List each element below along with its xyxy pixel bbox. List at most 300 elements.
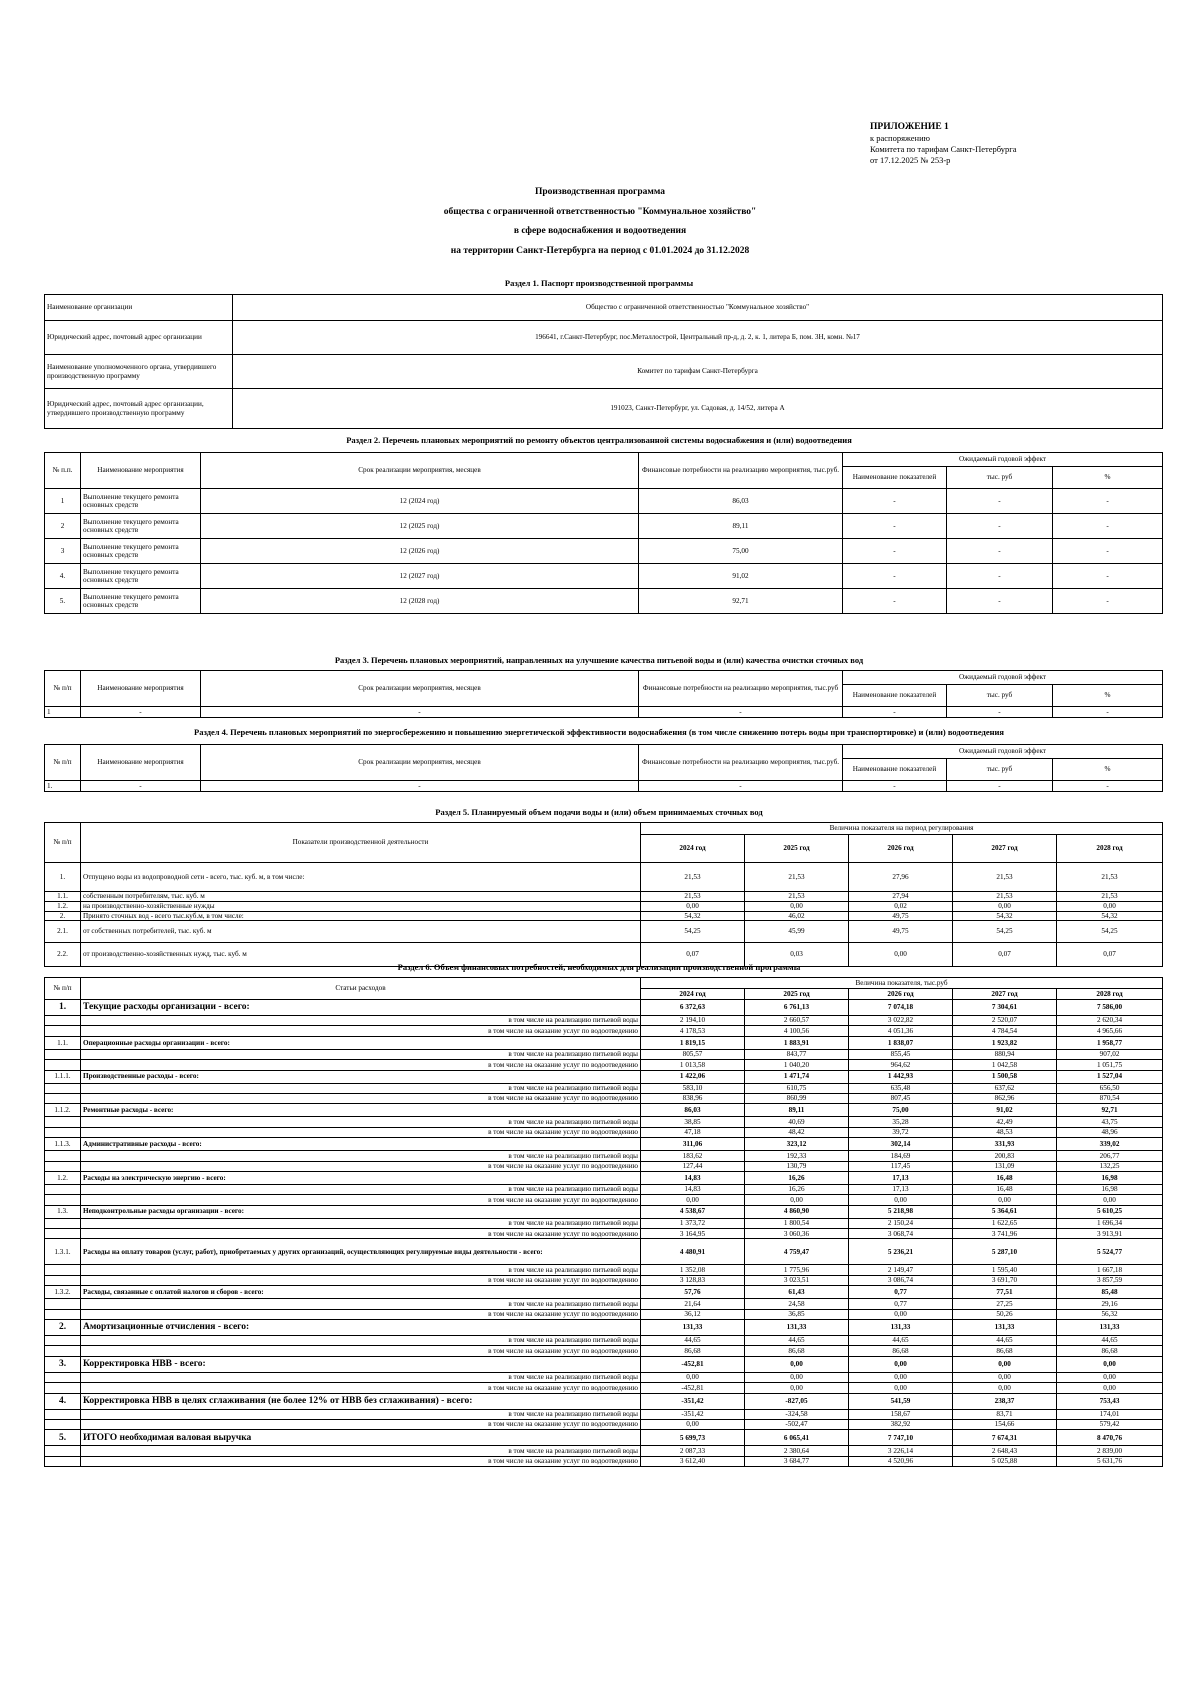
section-6-title: Раздел 6. Объем финансовых потребностей, необходимых для реализации производственной программы (397, 962, 801, 972)
year-value: 56,32 (1057, 1309, 1163, 1319)
title-line: в сфере водоснабжения и водоотведения (513, 226, 687, 236)
row-number: 3 (45, 539, 81, 564)
passport-value: Общество с ограниченной ответственностью "Коммунальное хозяйство" (233, 295, 1163, 321)
year-value: 1 442,93 (849, 1070, 953, 1083)
effect-rub: - (947, 564, 1053, 589)
table-row (45, 902, 1163, 912)
year-value: 2 150,24 (849, 1218, 953, 1228)
col-header: Ожидаемый годовой эффект (843, 671, 1163, 685)
year-value: 50,26 (953, 1309, 1057, 1319)
year-value: 610,75 (745, 1083, 849, 1093)
row-number (45, 1265, 81, 1275)
year-value: 49,75 (849, 921, 953, 943)
row-number: 1.1. (45, 1036, 81, 1049)
row-number (45, 1083, 81, 1093)
year-value: 4 860,90 (745, 1205, 849, 1218)
year-value: 24,58 (745, 1299, 849, 1309)
table-row (45, 1205, 1163, 1218)
expense-name: в том числе на оказание услуг по водоотведению (81, 1419, 641, 1429)
activity-name: Выполнение текущего ремонта основных средств (81, 589, 201, 614)
year-value: 158,67 (849, 1409, 953, 1419)
year-value: 5 236,21 (849, 1239, 953, 1265)
year-value: 0,00 (641, 1372, 745, 1382)
table-row (45, 921, 1163, 943)
row-number: 2. (45, 1320, 81, 1336)
year-value: 44,65 (849, 1336, 953, 1346)
year-value: 131,33 (745, 1320, 849, 1336)
year-value: 86,68 (1057, 1346, 1163, 1356)
col-header: тыс. руб (947, 467, 1053, 489)
year-value: 48,96 (1057, 1127, 1163, 1137)
table-body (45, 1000, 1163, 1467)
table-row (45, 1286, 1163, 1299)
passport-value: Комитет по тарифам Санкт-Петербурга (233, 355, 1163, 389)
subrow (45, 1409, 1163, 1419)
year-value: 3 857,59 (1057, 1275, 1163, 1285)
year-value: 5 287,10 (953, 1239, 1057, 1265)
year-value: 5 364,61 (953, 1205, 1057, 1218)
cell: - (1053, 707, 1163, 718)
col-header: Статьи расходов (81, 978, 641, 1000)
year-value: 0,00 (745, 1195, 849, 1205)
year-value: 16,26 (745, 1171, 849, 1184)
row-number: 4. (45, 1393, 81, 1409)
table-row (45, 321, 1163, 355)
row-number: 1.3.2. (45, 1286, 81, 1299)
expense-name: Корректировка НВВ - всего: (81, 1356, 641, 1372)
cell: - (201, 707, 639, 718)
year-value: 0,00 (849, 1356, 953, 1372)
year-value: 0,00 (953, 1383, 1057, 1393)
expense-name: Расходы на оплату товаров (услуг, работ), приобретаемых у других организаций, осуществляющих регулируемые виды деятельности - всего: (81, 1239, 641, 1265)
row-number: 1.1.1. (45, 1070, 81, 1083)
table-row (45, 1000, 1163, 1016)
expense-name: в том числе на реализацию питьевой воды (81, 1265, 641, 1275)
expense-name: в том числе на оказание услуг по водоотведению (81, 1026, 641, 1036)
appendix-line: Комитета по тарифам Санкт-Петербурга (870, 144, 1017, 154)
year-value: 154,66 (953, 1419, 1057, 1429)
title-line: Производственная программа (535, 187, 665, 197)
year-value: 4 784,54 (953, 1026, 1057, 1036)
table-row (45, 1138, 1163, 1151)
expense-name: в том числе на реализацию питьевой воды (81, 1336, 641, 1346)
year-value: 0,00 (641, 1195, 745, 1205)
col-header: № п/п (45, 671, 81, 707)
indicator-name: на производственно-хозяйственные нужды (81, 902, 641, 912)
col-header: № п/п (45, 745, 81, 781)
row-number (45, 1419, 81, 1429)
effect-rub: - (947, 539, 1053, 564)
year-value: 0,00 (745, 1383, 849, 1393)
year-value: 86,68 (849, 1346, 953, 1356)
row-number: 2.2. (45, 943, 81, 967)
year-value: 77,51 (953, 1286, 1057, 1299)
subrow (45, 1026, 1163, 1036)
appendix-line: к распоряжению (870, 133, 930, 143)
row-number (45, 1309, 81, 1319)
year-value: 5 524,77 (1057, 1239, 1163, 1265)
year-value: 0,00 (849, 1309, 953, 1319)
year-value: 91,02 (953, 1104, 1057, 1117)
year-value: 5 699,73 (641, 1430, 745, 1446)
col-header: % (1053, 685, 1163, 707)
subrow (45, 1346, 1163, 1356)
indicator-name: Отпущено воды из водопроводной сети - всего, тыс. куб. м, в том числе: (81, 863, 641, 892)
row-number (45, 1016, 81, 1026)
row-number: 1.1.2. (45, 1104, 81, 1117)
year-value: 0,00 (849, 1195, 953, 1205)
year-value: 0,00 (849, 1383, 953, 1393)
cell: - (843, 707, 947, 718)
year-value: 862,96 (953, 1093, 1057, 1103)
year-value: 45,99 (745, 921, 849, 943)
year-value: 0,00 (641, 902, 745, 912)
year-value: 131,09 (953, 1161, 1057, 1171)
cell: - (81, 707, 201, 718)
year-value: 3 068,74 (849, 1229, 953, 1239)
year-value: -351,42 (641, 1409, 745, 1419)
year-value: 0,77 (849, 1286, 953, 1299)
subrow (45, 1127, 1163, 1137)
expense-name: ИТОГО необходимая валовая выручка (81, 1430, 641, 1446)
row-number (45, 1049, 81, 1059)
year-value: 0,00 (745, 902, 849, 912)
year-value: 4 051,36 (849, 1026, 953, 1036)
subrow (45, 1151, 1163, 1161)
year-value: 0,07 (953, 943, 1057, 967)
cell: - (81, 781, 201, 792)
title-line: на территории Санкт-Петербурга на период с 01.01.2024 до 31.12.2028 (450, 245, 750, 256)
row-number: 1.2. (45, 1171, 81, 1184)
year-value: 0,00 (953, 1356, 1057, 1372)
cell: - (947, 781, 1053, 792)
cell: - (947, 707, 1053, 718)
subrow (45, 1229, 1163, 1239)
col-header: Наименование показателей (843, 685, 947, 707)
year-value: 16,98 (1057, 1184, 1163, 1194)
expense-name: в том числе на реализацию питьевой воды (81, 1117, 641, 1127)
year-value: 35,28 (849, 1117, 953, 1127)
year-value: 860,99 (745, 1093, 849, 1103)
year-value: 14,83 (641, 1171, 745, 1184)
year-value: 8 470,76 (1057, 1430, 1163, 1446)
row-number: 1. (45, 1000, 81, 1016)
expense-name: в том числе на оказание услуг по водоотведению (81, 1229, 641, 1239)
table-body (45, 863, 1163, 967)
year-value: 40,69 (745, 1117, 849, 1127)
table-header-row (45, 671, 1163, 685)
year-header: 2028 год (1057, 989, 1163, 1000)
year-value: 89,11 (745, 1104, 849, 1117)
cell: - (843, 781, 947, 792)
row-number (45, 1161, 81, 1171)
year-value: 1 819,15 (641, 1036, 745, 1049)
year-value: 1 883,91 (745, 1036, 849, 1049)
table-row (45, 539, 1163, 564)
section-3-title: Раздел 3. Перечень плановых мероприятий, направленных на улучшение качества питьевой воды и (или) качества очистки сточных вод (334, 655, 864, 665)
col-header: Ожидаемый годовой эффект (843, 453, 1163, 467)
year-header: 2025 год (745, 835, 849, 863)
effect-indicator: - (843, 539, 947, 564)
col-header: Срок реализации мероприятия, месяцев (201, 453, 639, 489)
year-value: 27,96 (849, 863, 953, 892)
table-row (45, 707, 1163, 718)
expense-name: в том числе на оказание услуг по водоотведению (81, 1383, 641, 1393)
table-row (45, 1171, 1163, 1184)
expense-name: Амортизационные отчисления - всего: (81, 1320, 641, 1336)
col-header: тыс. руб (947, 685, 1053, 707)
effect-pct: - (1053, 514, 1163, 539)
row-number (45, 1346, 81, 1356)
expense-name: в том числе на оказание услуг по водоотведению (81, 1127, 641, 1137)
col-header: Величина показателя, тыс.руб (641, 978, 1163, 989)
year-value: 1 527,04 (1057, 1070, 1163, 1083)
expense-name: Корректировка НВВ в целях сглаживания (не более 12% от НВВ без сглаживания) - всего: (81, 1393, 641, 1409)
effect-pct: - (1053, 589, 1163, 614)
subrow (45, 1016, 1163, 1026)
table-row (45, 514, 1163, 539)
year-value: 86,03 (641, 1104, 745, 1117)
effect-pct: - (1053, 564, 1163, 589)
activity-cost: 92,71 (639, 589, 843, 614)
year-value: 36,12 (641, 1309, 745, 1319)
year-value: 38,85 (641, 1117, 745, 1127)
col-header: Наименование мероприятия (81, 745, 201, 781)
effect-rub: - (947, 514, 1053, 539)
expense-name: Административные расходы - всего: (81, 1138, 641, 1151)
year-value: -324,58 (745, 1409, 849, 1419)
year-value: 0,00 (953, 1195, 1057, 1205)
year-value: 36,85 (745, 1309, 849, 1319)
year-value: 117,45 (849, 1161, 953, 1171)
row-number: 1.3.1. (45, 1239, 81, 1265)
effect-rub: - (947, 589, 1053, 614)
year-value: 2 520,07 (953, 1016, 1057, 1026)
year-value: 54,25 (1057, 921, 1163, 943)
year-value: -502,47 (745, 1419, 849, 1429)
effect-pct: - (1053, 489, 1163, 514)
year-value: 5 025,88 (953, 1456, 1057, 1466)
row-number (45, 1151, 81, 1161)
year-value: 1 422,06 (641, 1070, 745, 1083)
expense-name: в том числе на оказание услуг по водоотведению (81, 1456, 641, 1466)
table-row (45, 589, 1163, 614)
year-value: 130,79 (745, 1161, 849, 1171)
year-value: 46,02 (745, 911, 849, 921)
year-value: 54,25 (953, 921, 1057, 943)
year-value: 1 352,08 (641, 1265, 745, 1275)
year-value: 4 965,66 (1057, 1026, 1163, 1036)
year-value: 1 013,58 (641, 1060, 745, 1070)
expense-name: в том числе на реализацию питьевой воды (81, 1049, 641, 1059)
col-header: Ожидаемый годовой эффект (843, 745, 1163, 759)
activity-cost: 91,02 (639, 564, 843, 589)
expense-name: Ремонтные расходы - всего: (81, 1104, 641, 1117)
year-header: 2027 год (953, 835, 1057, 863)
year-value: -452,81 (641, 1383, 745, 1393)
row-number: 1.1. (45, 892, 81, 902)
expense-name: в том числе на оказание услуг по водоотведению (81, 1060, 641, 1070)
year-value: 200,83 (953, 1151, 1057, 1161)
year-value: 0,00 (641, 1419, 745, 1429)
table-header-row (45, 453, 1163, 467)
table-row (45, 892, 1163, 902)
year-header: 2026 год (849, 989, 953, 1000)
year-value: 183,62 (641, 1151, 745, 1161)
col-header: Показатели производственной деятельности (81, 823, 641, 863)
year-value: 132,25 (1057, 1161, 1163, 1171)
year-value: 57,76 (641, 1286, 745, 1299)
year-value: 0,77 (849, 1299, 953, 1309)
year-value: 0,00 (1057, 1356, 1163, 1372)
row-number (45, 1275, 81, 1285)
row-number: 1 (45, 489, 81, 514)
section-5-title: Раздел 5. Планируемый объем подачи воды и (или) объем принимаемых сточных вод (435, 807, 763, 817)
row-number: 1.3. (45, 1205, 81, 1218)
col-header: тыс. руб (947, 759, 1053, 781)
year-value: 1 500,58 (953, 1070, 1057, 1083)
year-value: 4 520,96 (849, 1456, 953, 1466)
row-number (45, 1409, 81, 1419)
subrow (45, 1083, 1163, 1093)
table-row (45, 295, 1163, 321)
quality-table (44, 670, 1163, 718)
subrow (45, 1117, 1163, 1127)
year-value: 637,62 (953, 1083, 1057, 1093)
section-2-title: Раздел 2. Перечень плановых мероприятий по ремонту объектов централизованной системы водоснабжения и (или) водоотведения (346, 435, 852, 445)
year-value: 16,98 (1057, 1171, 1163, 1184)
col-header: Финансовые потребности на реализацию мероприятия, тыс.руб (639, 671, 843, 707)
year-value: 870,54 (1057, 1093, 1163, 1103)
table-row (45, 1239, 1163, 1265)
year-value: 805,57 (641, 1049, 745, 1059)
col-header: № п/п (45, 978, 81, 1000)
year-value: 3 684,77 (745, 1456, 849, 1466)
year-value: 3 226,14 (849, 1446, 953, 1456)
row-number (45, 1456, 81, 1466)
year-value: 3 086,74 (849, 1275, 953, 1285)
year-value: 54,32 (953, 911, 1057, 921)
table-row (45, 781, 1163, 792)
year-value: 16,26 (745, 1184, 849, 1194)
table-row (45, 1104, 1163, 1117)
table-row (45, 1036, 1163, 1049)
year-value: 3 060,36 (745, 1229, 849, 1239)
year-value: 131,33 (849, 1320, 953, 1336)
passport-label: Наименование уполномоченного органа, утвердившего производственную программу (45, 355, 233, 389)
year-value: 131,33 (953, 1320, 1057, 1336)
indicator-name: Принято сточных вод - всего тыс.куб.м, в том числе: (81, 911, 641, 921)
expense-name: в том числе на реализацию питьевой воды (81, 1184, 641, 1194)
table-row (45, 1356, 1163, 1372)
year-value: 192,33 (745, 1151, 849, 1161)
year-value: 17,13 (849, 1184, 953, 1194)
volume-table (44, 822, 1163, 967)
table-row (45, 863, 1163, 892)
year-value: 206,77 (1057, 1151, 1163, 1161)
year-value: 6 065,41 (745, 1430, 849, 1446)
table-row (45, 1393, 1163, 1409)
year-value: 4 538,67 (641, 1205, 745, 1218)
indicator-name: от производственно-хозяйственных нужд, тыс. куб. м (81, 943, 641, 967)
subrow (45, 1419, 1163, 1429)
expense-name: Текущие расходы организации - всего: (81, 1000, 641, 1016)
table-header-row (45, 978, 1163, 989)
col-header: % (1053, 759, 1163, 781)
year-value: 5 631,76 (1057, 1456, 1163, 1466)
year-value: 54,32 (1057, 911, 1163, 921)
year-value: 44,65 (641, 1336, 745, 1346)
table-row (45, 1430, 1163, 1446)
year-value: 16,48 (953, 1184, 1057, 1194)
year-value: 83,71 (953, 1409, 1057, 1419)
year-value: 3 691,70 (953, 1275, 1057, 1285)
col-header: Срок реализации мероприятия, месяцев (201, 671, 639, 707)
year-value: 1 923,82 (953, 1036, 1057, 1049)
year-value: 880,94 (953, 1049, 1057, 1059)
appendix-block (870, 122, 1017, 166)
year-value: 0,00 (1057, 1383, 1163, 1393)
subrow (45, 1060, 1163, 1070)
year-value: 331,93 (953, 1138, 1057, 1151)
year-value: 579,42 (1057, 1419, 1163, 1429)
finance-table (44, 977, 1163, 1467)
year-value: 907,02 (1057, 1049, 1163, 1059)
year-value: 17,13 (849, 1171, 953, 1184)
cell: - (639, 707, 843, 718)
row-number (45, 1026, 81, 1036)
activity-cost: 75,00 (639, 539, 843, 564)
year-value: 21,53 (641, 863, 745, 892)
year-value: 27,94 (849, 892, 953, 902)
year-value: 0,00 (745, 1356, 849, 1372)
row-number (45, 1218, 81, 1228)
table-row (45, 389, 1163, 429)
subrow (45, 1093, 1163, 1103)
section-4-title: Раздел 4. Перечень плановых мероприятий по энергосбережению и повышению энергетической эффективности водоснабжения (в том числе снижению потерь воды при транспортировке) и (или) водоотведения (194, 727, 1004, 737)
row-number (45, 1195, 81, 1205)
col-header: Наименование мероприятия (81, 453, 201, 489)
row-number (45, 1336, 81, 1346)
year-value: 0,00 (849, 943, 953, 967)
year-value: 75,00 (849, 1104, 953, 1117)
row-number: 2.1. (45, 921, 81, 943)
energy-table (44, 744, 1163, 792)
year-value: 1 667,18 (1057, 1265, 1163, 1275)
year-value: 2 194,10 (641, 1016, 745, 1026)
year-value: 1 051,75 (1057, 1060, 1163, 1070)
year-value: 4 100,56 (745, 1026, 849, 1036)
year-value: 21,53 (953, 863, 1057, 892)
year-value: 1 775,96 (745, 1265, 849, 1275)
activity-name: Выполнение текущего ремонта основных средств (81, 539, 201, 564)
year-value: 44,65 (953, 1336, 1057, 1346)
table-header-row (45, 823, 1163, 835)
year-value: 4 178,53 (641, 1026, 745, 1036)
year-value: 0,07 (641, 943, 745, 967)
year-value: 0,00 (953, 902, 1057, 912)
subrow (45, 1383, 1163, 1393)
year-value: 4 480,91 (641, 1239, 745, 1265)
row-number (45, 1184, 81, 1194)
passport-value: 196641, г.Санкт-Петербург, пос.Металлострой, Центральный пр-д, д. 2, к. 1, литера Б, пом. 3Н, комн. №17 (233, 321, 1163, 355)
year-value: 7 304,61 (953, 1000, 1057, 1016)
year-value: 5 610,25 (1057, 1205, 1163, 1218)
passport-table (44, 294, 1163, 429)
col-header: Финансовые потребности на реализацию мероприятия, тыс.руб. (639, 745, 843, 781)
year-value: 21,53 (745, 892, 849, 902)
year-value: 238,37 (953, 1393, 1057, 1409)
